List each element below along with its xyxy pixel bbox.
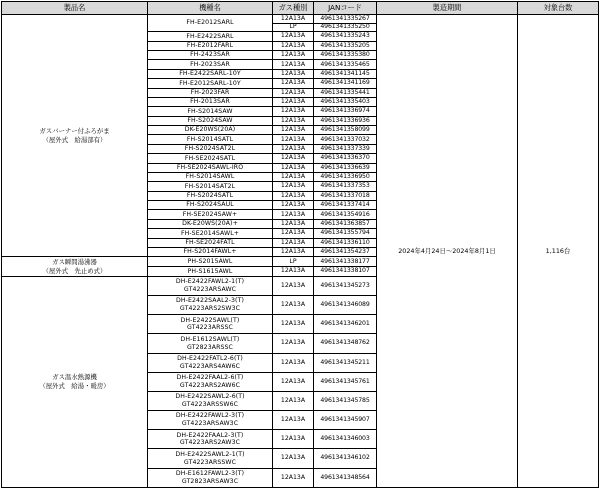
jan-code-cell: 4961341345273 xyxy=(314,276,377,295)
model-name: DH-E2422FAAL2-3(T) xyxy=(176,431,244,439)
model-cell xyxy=(148,107,273,116)
jan-code-cell: 4961341337414 xyxy=(314,201,377,210)
header-model: 機種名 xyxy=(148,2,273,15)
model-name: GT4223ARSAW3C xyxy=(181,420,239,428)
gas-type-cell: 12A13A xyxy=(273,32,314,41)
model-name: DH-E2422FAWL2-1(T) xyxy=(175,278,245,286)
jan-code-cell: 4961341335267 xyxy=(314,15,377,24)
gas-type-cell: 12A13A xyxy=(273,41,314,50)
jan-code-cell: 4961341337353 xyxy=(314,182,377,191)
model-cell xyxy=(148,97,273,106)
gas-type-cell: 12A13A xyxy=(273,276,314,295)
model-name: DH-E2422SAWL2-6(T) xyxy=(175,393,245,401)
model-name: FH-2423SAR xyxy=(190,51,230,59)
model-name: DH-E2422FAWL2-3(T) xyxy=(175,412,245,420)
gas-type-cell: 12A13A xyxy=(273,315,314,334)
header-jan-code: JANコード xyxy=(314,2,377,15)
model-cell xyxy=(148,257,273,267)
jan-code-cell: 4961341335465 xyxy=(314,60,377,69)
gas-type-cell: 12A13A xyxy=(273,219,314,228)
product-name-cell xyxy=(2,15,148,257)
model-cell xyxy=(148,219,273,228)
gas-type-cell: 12A13A xyxy=(273,201,314,210)
jan-code-cell: 4961341335380 xyxy=(314,51,377,60)
jan-code-cell: 4961341354237 xyxy=(314,247,377,256)
model-name: GT4223ARSSC xyxy=(187,324,233,332)
model-cell xyxy=(148,276,273,295)
product-name-cell xyxy=(2,276,148,487)
gas-type-cell: 12A13A xyxy=(273,172,314,181)
gas-type-cell: 12A13A xyxy=(273,51,314,60)
header-product: 製品名 xyxy=(2,2,148,15)
model-name: GT4223ARS2SW3C xyxy=(179,305,241,313)
jan-code-cell: 4961341345211 xyxy=(314,353,377,372)
gas-type-cell: 12A13A xyxy=(273,334,314,353)
model-name: PH-S1615AWL xyxy=(187,267,233,275)
model-name: GT4223ARS2AW6C xyxy=(179,381,241,389)
model-name: FH-E2012SARL xyxy=(186,19,234,27)
product-name-line: ガス瞬間湯沸器 xyxy=(52,258,97,266)
model-name: FH-SE2024SAW+ xyxy=(182,210,238,218)
model-name: FH-SE2024SAWL-IRO xyxy=(176,163,244,171)
jan-code-cell: 4961341346089 xyxy=(314,296,377,315)
jan-code-cell: 4961341336639 xyxy=(314,163,377,172)
jan-code-cell: 4961341335205 xyxy=(314,41,377,50)
gas-type-cell: 12A13A xyxy=(273,191,314,200)
model-name: DH-E1612FAWL2-3(T) xyxy=(175,470,245,478)
product-name-line: ガスバーナー付ふろがま xyxy=(39,127,110,136)
product-name-line: （屋外式 先止め式） xyxy=(42,266,107,275)
model-cell xyxy=(148,69,273,78)
model-cell xyxy=(148,315,273,334)
model-name: GT4223ARSAWC xyxy=(183,286,237,294)
model-name: FH-SE2014SAWL+ xyxy=(180,229,240,237)
gas-type-cell: 12A13A xyxy=(273,229,314,238)
jan-code-cell: 4961341341169 xyxy=(314,79,377,88)
gas-type-cell: 12A13A xyxy=(273,107,314,116)
model-name: FH-S2014FAWL+ xyxy=(183,248,237,256)
model-name: FH-S2024SATL xyxy=(186,192,234,200)
gas-type-cell: 12A13A xyxy=(273,430,314,449)
model-name: FH-SE2024FATL xyxy=(185,238,235,246)
model-cell xyxy=(148,201,273,210)
gas-type-cell: 12A13A xyxy=(273,267,314,277)
model-name: GT4223ARS2AW3C xyxy=(179,439,241,447)
model-cell xyxy=(148,296,273,315)
model-cell xyxy=(148,172,273,181)
model-cell xyxy=(148,116,273,125)
jan-code-cell: 4961341345907 xyxy=(314,411,377,430)
header-gas-type: ガス種別 xyxy=(273,2,314,15)
model-cell xyxy=(148,15,273,32)
jan-code-cell: 4961341337032 xyxy=(314,135,377,144)
jan-code-cell: 4961341336370 xyxy=(314,154,377,163)
jan-code-cell: 4961341336936 xyxy=(314,116,377,125)
gas-type-cell: LP xyxy=(273,23,314,32)
model-name: DH-E2422SAAL2-3(T) xyxy=(176,297,244,305)
model-cell xyxy=(148,210,273,219)
model-cell xyxy=(148,79,273,88)
header-count: 対象台数 xyxy=(518,2,599,15)
model-name: FH-2023FAR xyxy=(190,88,230,96)
model-cell xyxy=(148,51,273,60)
model-name: FH-E2012FARL xyxy=(186,42,234,50)
gas-type-cell: 12A13A xyxy=(273,449,314,468)
model-name: DK-E20WS(20A) xyxy=(184,126,236,134)
jan-code-cell: 4961341335441 xyxy=(314,88,377,97)
jan-code-cell: 4961341335403 xyxy=(314,97,377,106)
recall-table xyxy=(1,1,599,488)
model-cell xyxy=(148,334,273,353)
jan-code-cell: 4961341346102 xyxy=(314,449,377,468)
model-name: FH-S2014SATL xyxy=(186,135,234,143)
jan-code-cell: 4961341348564 xyxy=(314,468,377,487)
jan-code-cell: 4961341336110 xyxy=(314,238,377,247)
gas-type-cell: LP xyxy=(273,257,314,267)
jan-code-cell: 4961341338107 xyxy=(314,267,377,277)
model-name: FH-SE2024SATL xyxy=(184,154,236,162)
model-cell xyxy=(148,163,273,172)
gas-type-cell: 12A13A xyxy=(273,144,314,153)
jan-code-cell: 4961341337339 xyxy=(314,144,377,153)
model-name: GT4223ARSSWC xyxy=(183,458,237,466)
model-cell xyxy=(148,135,273,144)
gas-type-cell: 12A13A xyxy=(273,126,314,135)
gas-type-cell: 12A13A xyxy=(273,210,314,219)
model-name: FH-S2024SAW xyxy=(187,117,233,125)
model-name: GT4223ARSSW6C xyxy=(181,401,239,409)
gas-type-cell: 12A13A xyxy=(273,238,314,247)
model-cell xyxy=(148,60,273,69)
model-cell xyxy=(148,430,273,449)
jan-code-cell: 4961341335243 xyxy=(314,32,377,41)
model-name: PH-S2015AWL xyxy=(187,257,233,265)
jan-code-cell: 4961341354916 xyxy=(314,210,377,219)
jan-code-cell: 4961341358099 xyxy=(314,126,377,135)
gas-type-cell: 12A13A xyxy=(273,88,314,97)
product-name-line: （屋外式 給湯部有） xyxy=(42,135,107,144)
model-name: FH-E2422SARL xyxy=(186,32,234,40)
gas-type-cell: 12A13A xyxy=(273,296,314,315)
jan-code-cell: 4961341337018 xyxy=(314,191,377,200)
model-name: DH-E2422FATL2-6(T) xyxy=(177,354,243,362)
manufacture-period-cell: 2024年4月24日～2024年8月1日 xyxy=(377,15,518,488)
jan-code-cell: 4961341346201 xyxy=(314,315,377,334)
model-cell xyxy=(148,247,273,256)
gas-type-cell: 12A13A xyxy=(273,372,314,391)
model-cell xyxy=(148,267,273,277)
model-name: FH-S2014SAT2L xyxy=(184,182,236,190)
gas-type-cell: 12A13A xyxy=(273,163,314,172)
model-cell xyxy=(148,229,273,238)
jan-code-cell: 4961341336950 xyxy=(314,172,377,181)
model-name: FH-2013SAR xyxy=(190,98,230,106)
model-cell xyxy=(148,154,273,163)
product-name-line: ガス温水熱源機 xyxy=(52,373,97,382)
model-name: FH-E2422SARL-10Y xyxy=(179,70,241,78)
model-name: DH-E2422FAAL2-6(T) xyxy=(176,374,244,382)
gas-type-cell: 12A13A xyxy=(273,391,314,410)
model-name: FH-S2024SAT2L xyxy=(184,145,236,153)
model-cell xyxy=(148,238,273,247)
jan-code-cell: 4961341363857 xyxy=(314,219,377,228)
gas-type-cell: 12A13A xyxy=(273,353,314,372)
model-name: FH-S2024SAUL xyxy=(186,201,234,209)
target-count-cell: 1,116台 xyxy=(518,15,599,488)
model-cell xyxy=(148,126,273,135)
model-name: GT2823ARSSC xyxy=(187,343,233,351)
table-body xyxy=(2,15,599,488)
model-name: DH-E2422SAWL2-1(T) xyxy=(175,450,245,458)
jan-code-cell: 4961341338177 xyxy=(314,257,377,267)
product-name-line: （屋外式 給湯・暖房） xyxy=(39,381,110,390)
gas-type-cell: 12A13A xyxy=(273,182,314,191)
jan-code-cell: 4961341335250 xyxy=(314,23,377,32)
model-name: FH-S2014SAWL xyxy=(185,173,235,181)
gas-type-cell: 12A13A xyxy=(273,154,314,163)
header-row xyxy=(2,2,599,15)
model-name: DH-E2422SAWL(T) xyxy=(180,316,240,324)
model-name: GT4223ARS4AW6C xyxy=(179,362,241,370)
model-name: FH-S2014SAW xyxy=(187,107,233,115)
model-name: FH-E2012SARL-10Y xyxy=(179,79,241,87)
header-period: 製造期間 xyxy=(377,2,518,15)
jan-code-cell: 4961341355794 xyxy=(314,229,377,238)
jan-code-cell: 4961341341145 xyxy=(314,69,377,78)
model-cell xyxy=(148,191,273,200)
model-name: GT2823ARSAW3C xyxy=(181,477,239,485)
model-cell xyxy=(148,449,273,468)
gas-type-cell: 12A13A xyxy=(273,97,314,106)
model-cell xyxy=(148,353,273,372)
gas-type-cell: 12A13A xyxy=(273,411,314,430)
jan-code-cell: 4961341345761 xyxy=(314,372,377,391)
gas-type-cell: 12A13A xyxy=(273,468,314,487)
jan-code-cell: 4961341345785 xyxy=(314,391,377,410)
gas-type-cell: 12A13A xyxy=(273,79,314,88)
product-name-cell xyxy=(2,257,148,277)
model-cell xyxy=(148,391,273,410)
model-cell xyxy=(148,182,273,191)
gas-type-cell: 12A13A xyxy=(273,247,314,256)
table-row xyxy=(2,15,599,24)
model-cell xyxy=(148,468,273,487)
model-name: DK-E20WS(20A)+ xyxy=(182,220,238,228)
model-cell xyxy=(148,411,273,430)
model-cell xyxy=(148,32,273,41)
jan-code-cell: 4961341346003 xyxy=(314,430,377,449)
gas-type-cell: 12A13A xyxy=(273,135,314,144)
gas-type-cell: 12A13A xyxy=(273,60,314,69)
model-name: DH-E1612SAWL(T) xyxy=(180,335,240,343)
gas-type-cell: 12A13A xyxy=(273,69,314,78)
gas-type-cell: 12A13A xyxy=(273,15,314,24)
model-cell xyxy=(148,144,273,153)
model-name: FH-2023SAR xyxy=(190,60,230,68)
model-cell xyxy=(148,88,273,97)
model-cell xyxy=(148,372,273,391)
model-cell xyxy=(148,41,273,50)
jan-code-cell: 4961341348762 xyxy=(314,334,377,353)
jan-code-cell: 4961341336974 xyxy=(314,107,377,116)
gas-type-cell: 12A13A xyxy=(273,116,314,125)
